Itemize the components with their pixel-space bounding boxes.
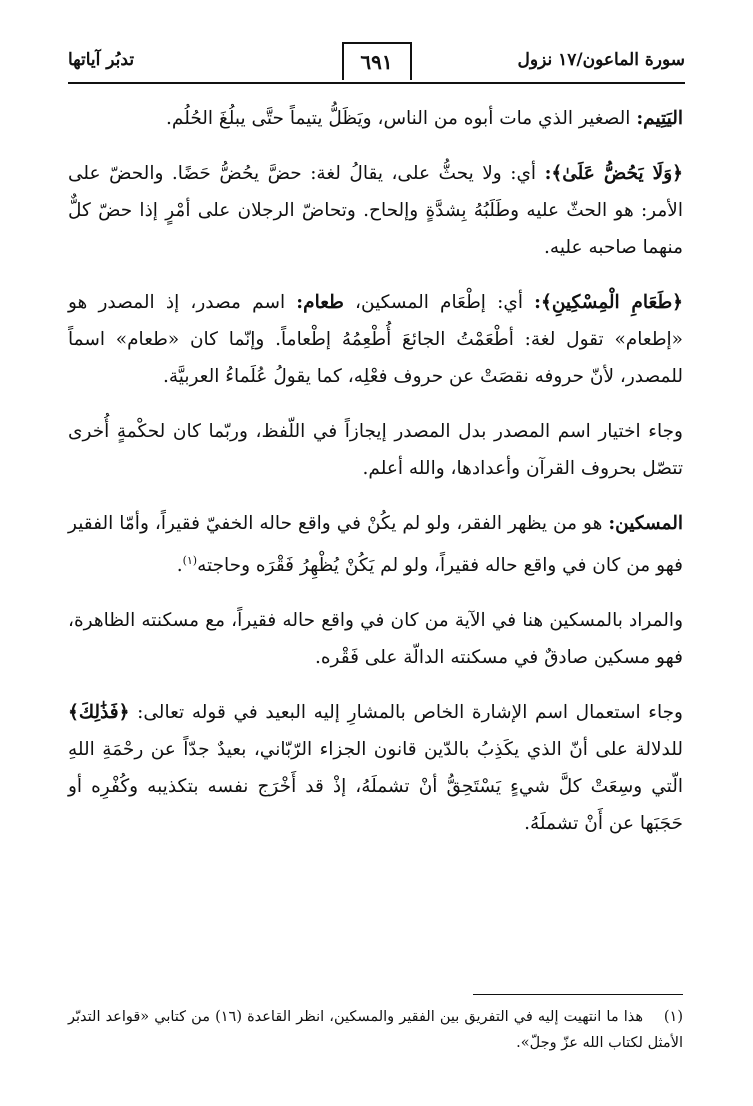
page-number: ٦٩١ xyxy=(342,42,412,80)
paragraph-text: اسم مصدر، إذ المصدر هو «إطعام» تقول لغة: أطْعَمْتُ الجائعَ أُطْعِمُهُ إطْعاماً. وإنّما كان «طعام» اسماً للمصدر، لأنّ حروفه نقصَتْ عن حروف فعْلِه، كما يقولُ عُلَماءُ العربيَّة. xyxy=(68,292,683,387)
footnote-number: (١) xyxy=(663,1009,683,1025)
term-miskin: المسكين: xyxy=(608,513,683,534)
page-header xyxy=(68,38,685,84)
quran-quote: ﴿فَذَٰلِكَ﴾ xyxy=(68,702,130,724)
term-yatim: اليَتِيم: xyxy=(636,108,683,129)
surah-title: سورة الماعون/١٧ نزول xyxy=(517,50,685,70)
paragraph-ishara xyxy=(68,694,683,842)
paragraph-yatim xyxy=(68,100,683,137)
paragraph-text: هو من يظهر الفقر، ولو لم يكُنْ في واقع حاله الخفيّ فقيراً، وأمّا الفقير فهو من كان في واقع حاله فقيراً، ولو لم يَكُنْ يُظْهِرُ فَقْرَه وحاجته xyxy=(68,513,683,577)
page-body xyxy=(68,100,683,860)
paragraph-text: والمراد بالمسكين هنا في الآية من كان في واقع حاله فقيراً، مع مسكنته الظاهرة، فهو مسكين صادقٌ في مسكنته الدالّة على فَقْره. xyxy=(68,610,683,669)
paragraph-end: . xyxy=(176,555,183,577)
footnote-separator xyxy=(473,994,683,995)
book-title: تدبُر آياتها xyxy=(68,50,135,70)
paragraph-text: الصغير الذي مات أبوه من الناس، ويَظَلُّ يتيماً حتَّى يبلُغَ الحُلُم. xyxy=(166,108,637,129)
paragraph-text: وجاء اختيار اسم المصدر بدل المصدر إيجازاً في اللّفظ، وربّما كان لحكْمةٍ أُخرى تتصّل بحروف القرآن وأعدادها، والله أعلم. xyxy=(68,421,683,479)
footnote xyxy=(68,1004,683,1056)
paragraph-text: للدلالة على أنّ الذي يكَذِبُ بالدّين قانون الجزاء الرّبّاني، بعيدٌ جدّاً عن رحْمَةِ اللهِ الّتي وسِعَتْ كلَّ شيءٍ يَسْتَحِقُّ أنْ تشملَهُ، إذْ قد أَخْرَج نفسه بتكذيبه وكُفْرِه أو حَجَبَها عن أَنْ تشملَهُ. xyxy=(68,739,683,835)
paragraph-ijaz xyxy=(68,413,683,487)
paragraph-text: وجاء استعمال اسم الإشارة الخاص بالمشارِ إليه البعيد في قوله تعالى: xyxy=(129,702,683,724)
quran-quote: ﴿وَلَا يَحُضُّ عَلَىٰ﴾: xyxy=(544,163,683,184)
paragraph-text: أي: إطْعَام المسكين، xyxy=(343,292,535,313)
footnote-ref[interactable]: (١) xyxy=(182,554,198,567)
paragraph-yahuddu xyxy=(68,155,683,266)
quran-quote: ﴿طَعَامِ الْمِسْكِينِ﴾: xyxy=(534,292,684,313)
paragraph-text: أي: ولا يحثُّ على، يقالُ لغة: حضَّ يحُضُّ حَضًا. والحضّ على الأمر: هو الحثّ عليه وطَلَبُهُ بِشدَّةٍ وإلحاح. وتحاضّ الرجلان على أمْرٍ إذا حضّ كلٌّ منهما صاحبه عليه. xyxy=(68,163,683,258)
footnote-text: هذا ما انتهيت إليه في التفريق بين الفقير والمسكين، انظر القاعدة (١٦) من كتابي «قواعد التدبّر الأمثل لكتاب الله عزّ وجلّ». xyxy=(68,1009,683,1051)
paragraph-murad xyxy=(68,602,683,676)
paragraph-miskin xyxy=(68,505,683,584)
term-taam: طعام: xyxy=(296,292,344,313)
paragraph-taam xyxy=(68,284,683,395)
